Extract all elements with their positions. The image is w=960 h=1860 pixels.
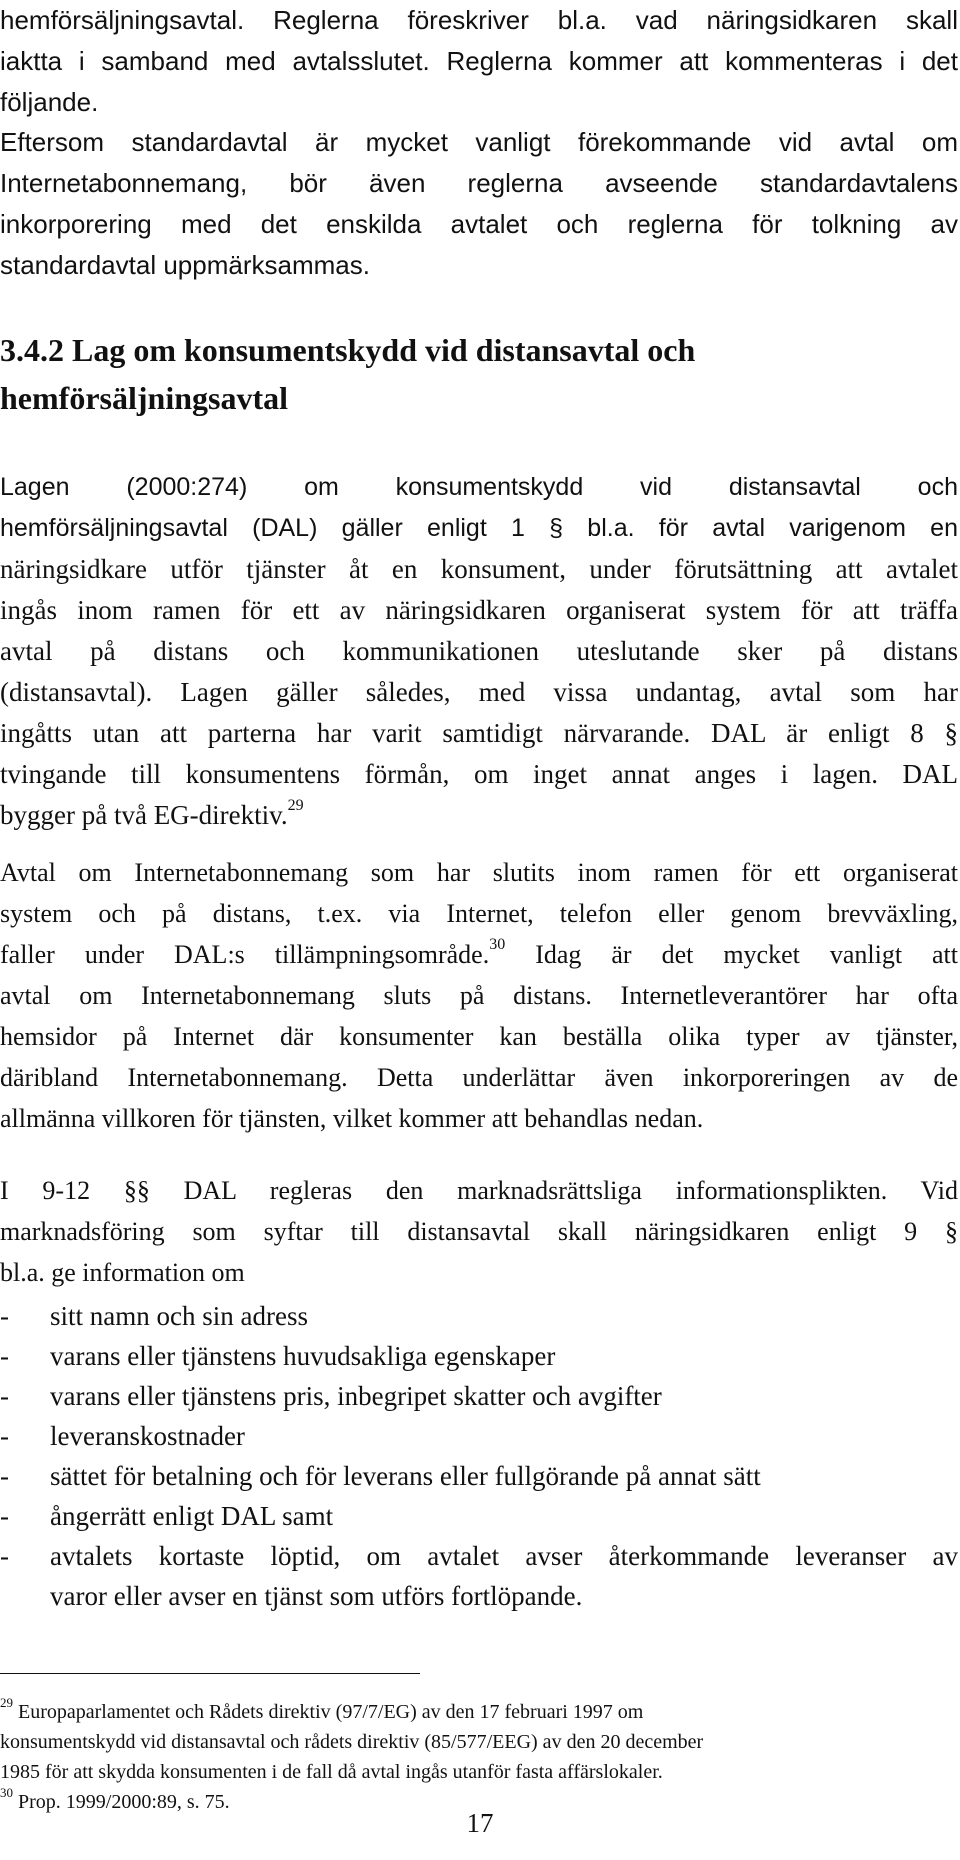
text-line: Internetabonnemang, bör även reglerna avseende standardavtalens [0, 168, 958, 198]
text-segment: bygger på två EG-direktiv. [0, 800, 288, 830]
text-line: hemförsäljningsavtal. Reglerna föreskriver bl.a. vad näringsidkaren skall [0, 5, 958, 35]
list-item [0, 1536, 958, 1616]
footnote-line: 1985 för att skydda konsumenten i de fall då avtal ingås utanför fasta affärslokaler. [0, 1761, 663, 1783]
text-line: inkorporering med det enskilda avtalet och reglerna för tolkning av [0, 209, 958, 239]
section-heading [0, 326, 958, 422]
page-number: 17 [466, 1808, 494, 1838]
footnote-29 [0, 1697, 958, 1727]
list-dash: - [0, 1501, 9, 1531]
footnote-ref[interactable]: 29 [287, 797, 304, 814]
text-line: avtal på distans och kommunikationen uteslutande sker på distans [0, 636, 958, 666]
text-line [0, 795, 958, 836]
text-line: hemförsäljningsavtal (DAL) gäller enligt 1 § bl.a. för avtal varigenom en [0, 514, 958, 542]
text-line: bl.a. ge information om [0, 1258, 245, 1287]
text-segment: Idag är det mycket vanligt att [505, 940, 959, 969]
list-dash: - [0, 1421, 9, 1451]
list-item [0, 1296, 958, 1336]
list-dash: - [0, 1461, 9, 1491]
intro-paragraph [0, 0, 958, 123]
standardavtal-paragraph [0, 122, 958, 286]
list-item-text: varans eller tjänstens huvudsakliga egenskaper [50, 1341, 556, 1371]
list-dash: - [0, 1341, 9, 1371]
text-segment: faller under DAL:s tillämpningsområde. [0, 940, 490, 969]
list-dash: - [0, 1301, 9, 1331]
dal-paragraph [0, 467, 958, 836]
text-line: avtal om Internetabonnemang sluts på distans. Internetleverantörer har ofta [0, 981, 958, 1010]
list-item [0, 1336, 958, 1376]
list-item [0, 1456, 958, 1496]
list-item-text: varans eller tjänstens pris, inbegripet skatter och avgifter [50, 1381, 662, 1411]
text-line: näringsidkare utför tjänster åt en konsument, under förutsättning att avtalet [0, 554, 958, 584]
information-list [0, 1296, 958, 1616]
list-item-line: varor eller avser en tjänst som utförs fortlöpande. [50, 1581, 583, 1611]
text-line: allmänna villkoren för tjänsten, vilket kommer att behandlas nedan. [0, 1104, 704, 1133]
list-item-text: ångerrätt enligt DAL samt [50, 1501, 334, 1531]
footnote-number: 30 [0, 1785, 13, 1801]
list-item-text: sitt namn och sin adress [50, 1301, 308, 1331]
footnote-separator [0, 1673, 420, 1674]
text-line: Lagen (2000:274) om konsumentskydd vid distansavtal och [0, 473, 958, 501]
text-line: standardavtal uppmärksammas. [0, 250, 370, 280]
text-line: iakttа i samband med avtalsslutet. Reglerna kommer att kommenteras i det [0, 46, 958, 76]
internetabonnemang-paragraph [0, 852, 958, 1139]
footnotes [0, 1697, 958, 1817]
text-line [0, 934, 958, 975]
text-line: ingåtts utan att parterna har varit samtidigt närvarande. DAL är enligt 8 § [0, 718, 958, 748]
list-dash: - [0, 1541, 9, 1571]
text-line: Avtal om Internetabonnemang som har slutits inom ramen för ett organiserat [0, 858, 958, 887]
footnote-text: Europaparlamentet och Rådets direktiv (97/7/EG) av den 17 februari 1997 om [13, 1701, 644, 1723]
footnote-line: konsumentskydd vid distansavtal och rådets direktiv (85/577/EEG) av den 20 december [0, 1731, 704, 1753]
text-line: system och på distans, t.ex. via Internet, telefon eller genom brevväxling, [0, 899, 958, 928]
text-line: hemsidor på Internet där konsumenter kan beställa olika typer av tjänster, [0, 1022, 958, 1051]
list-item-line: avtalets kortaste löptid, om avtalet avser återkommande leveranser av [50, 1541, 958, 1571]
text-line: (distansavtal). Lagen gäller således, med vissa undantag, avtal som har [0, 677, 958, 707]
text-line: tvingande till konsumentens förmån, om inget annat anges i lagen. DAL [0, 759, 958, 789]
text-line: ingås inom ramen för ett av näringsidkaren organiserat system för att träffa [0, 595, 958, 625]
footnote-text: Prop. 1999/2000:89, s. 75. [13, 1791, 230, 1813]
heading-line: hemförsäljningsavtal [0, 380, 288, 416]
list-dash: - [0, 1381, 9, 1411]
text-line: Eftersom standardavtal är mycket vanligt förekommande vid avtal om [0, 127, 958, 157]
footnote-ref[interactable]: 30 [489, 936, 506, 954]
text-line: följande. [0, 87, 99, 117]
list-item-text: leveranskostnader [50, 1421, 245, 1451]
text-line: marknadsföring som syftar till distansavtal skall näringsidkaren enligt 9 § [0, 1217, 958, 1246]
list-item [0, 1376, 958, 1416]
list-item-text [50, 1536, 958, 1616]
informationsplikt-paragraph [0, 1170, 958, 1293]
text-line: I 9-12 §§ DAL regleras den marknadsrättsliga informationsplikten. Vid [0, 1176, 958, 1205]
text-line: däribland Internetabonnemang. Detta underlättar även inkorporeringen av de [0, 1063, 958, 1092]
list-item [0, 1416, 958, 1456]
list-item [0, 1496, 958, 1536]
list-item-text: sättet för betalning och för leverans eller fullgörande på annat sätt [50, 1461, 761, 1491]
footnote-number: 29 [0, 1695, 13, 1711]
heading-line: 3.4.2 Lag om konsumentskydd vid distansavtal och [0, 332, 696, 368]
